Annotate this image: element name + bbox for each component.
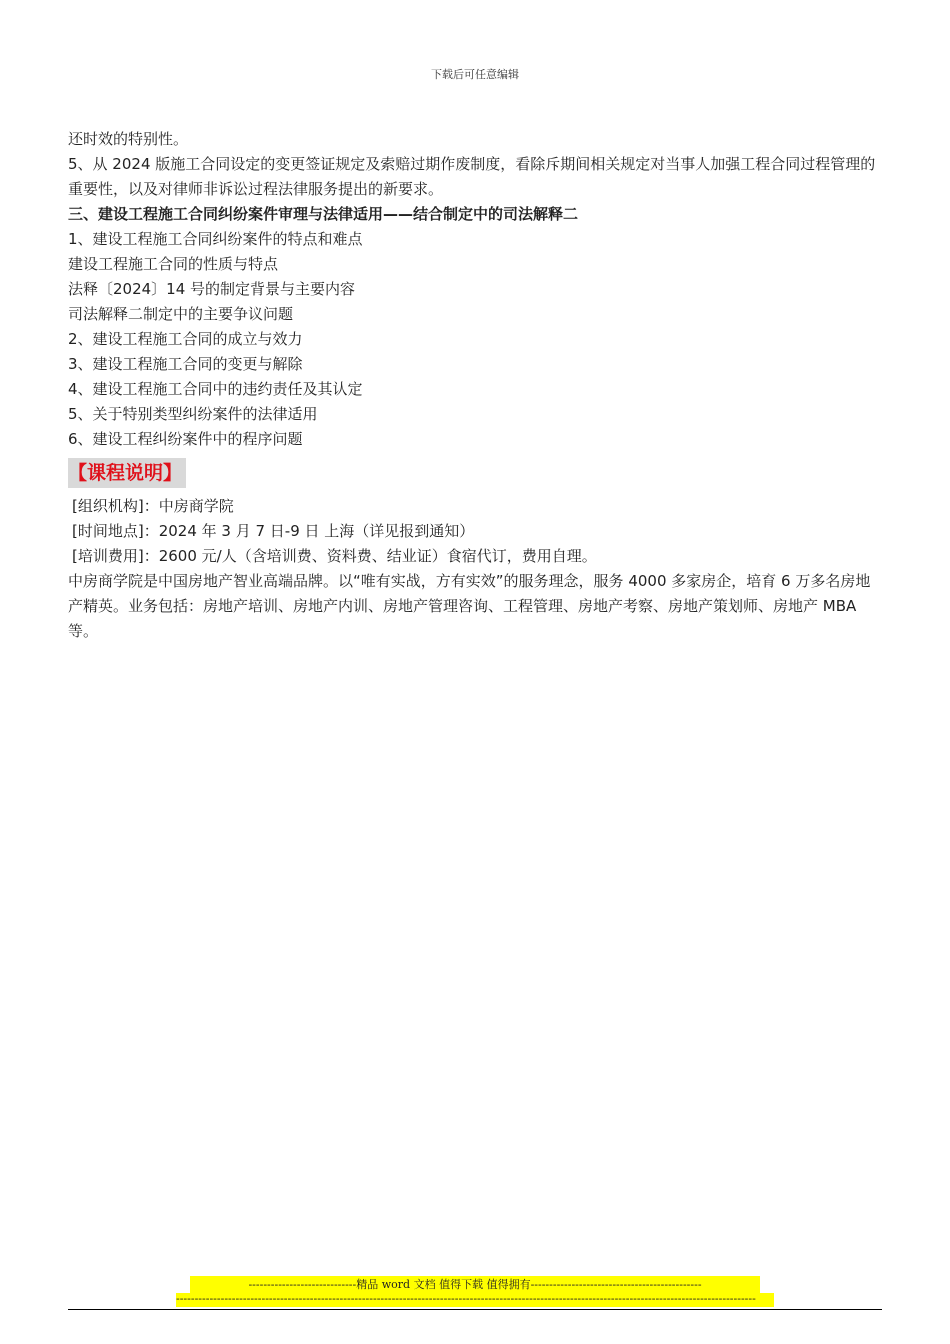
outline-item-2: 2、建设工程施工合同的成立与效力 [68,330,303,348]
outline-subitem-disputes: 司法解释二制定中的主要争议问题 [68,305,294,323]
text-line-statute-limitation: 还时效的特别性。 [68,130,189,148]
outline-subitem-nature: 建设工程施工合同的性质与特点 [68,255,279,273]
institution-description: 中房商学院是中国房地产智业高端品牌。以“唯有实战，方有实效”的服务理念，服务 4000 多家房企，培育 6 万多名房地产精英。业务包括：房地产培训、房地产内训、房地产管理咨询、工程管理、房地产考察、房地产策划师、房地产 MBA 等。 [68,572,871,640]
info-organizer: [组织机构]：中房商学院 [72,497,234,515]
footer-divider [68,1309,882,1310]
document-body [68,127,884,644]
info-time-place: [时间地点]：2024 年 3 月 7 日-9 日 上海（详见报到通知） [72,522,475,540]
text-line-point-5: 5、从 2024 版施工合同设定的变更签证规定及索赔过期作废制度，看除斥期间相关规定对当事人加强工程合同过程管理的重要性，以及对律师非诉讼过程法律服务提出的新要求。 [68,155,876,198]
outline-item-6: 6、建设工程纠纷案件中的程序问题 [68,430,303,448]
outline-item-5: 5、关于特别类型纠纷案件的法律适用 [68,405,318,423]
outline-item-1: 1、建设工程施工合同纠纷案件的特点和难点 [68,230,363,248]
course-section-header [68,458,884,490]
outline-item-4: 4、建设工程施工合同中的违约责任及其认定 [68,380,363,398]
outline-item-3: 3、建设工程施工合同的变更与解除 [68,355,303,373]
footer-promo-line: -----------------------------精品 word 文档 值得下载 值得拥有---------------------------------------------- [190,1276,760,1293]
info-fee: [培训费用]：2600 元/人（含培训费、资料费、结业证）食宿代订，费用自理。 [72,547,597,565]
course-section-title: 【课程说明】 [68,458,186,488]
outline-subitem-background: 法释〔2024〕14 号的制定背景与主要内容 [68,280,356,298]
page-header-note: 下载后可任意编辑 [431,68,519,81]
section-heading-three: 三、建设工程施工合同纠纷案件审理与法律适用——结合制定中的司法解释二 [68,205,579,223]
footer-dash-line: ------------------------------------------------------------------------------------------------------------------------------------------------------------ [176,1293,774,1307]
